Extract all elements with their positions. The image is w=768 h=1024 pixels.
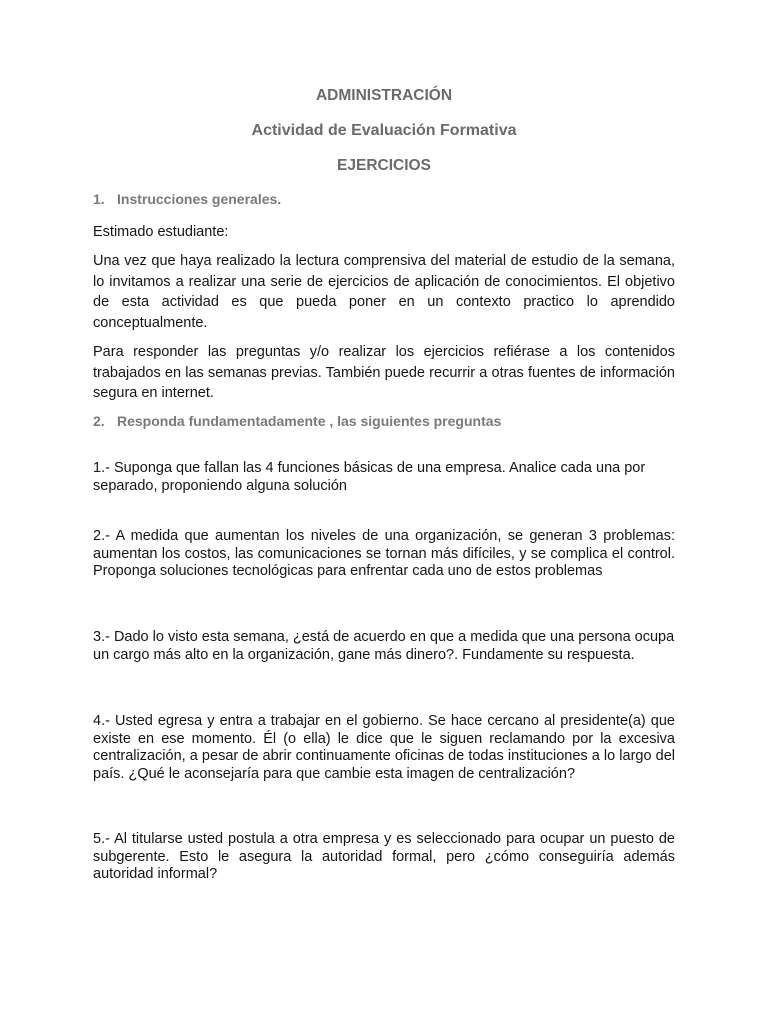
question-item: 4.- Usted egresa y entra a trabajar en el gobierno. Se hace cercano al presidente(a) que existe en ese momento. Él (o ella) le dice que le siguen reclamando por la excesiva centralización, a pesar de abrir continuamente oficinas de todas instituciones a lo largo del país. ¿Qué le aconsejaría para que cambie esta imagen de centralización? [93,713,675,782]
instructions-paragraph: Para responder las preguntas y/o realizar los ejercicios refiérase a los contenidos trabajados en las semanas previas. También puede recurrir a otras fuentes de información segura en internet. [93,344,675,401]
question-item: 2.- A medida que aumentan los niveles de una organización, se generan 3 problemas: aumentan los costos, las comunicaciones se tornan más difíciles, y se complica el control. Proponga soluciones tecnológicas para enfrentar cada uno de estos problemas [93,528,675,579]
section-title: Responda fundamentadamente , las siguientes preguntas [117,413,502,429]
section-heading-instructions [93,191,683,207]
activity-title: Actividad de Evaluación Formativa [251,122,517,139]
section-number: 1. [93,191,105,207]
subject-title: ADMINISTRACIÓN [315,87,453,104]
question-item: 5.- Al titularse usted postula a otra empresa y es seleccionado para ocupar un puesto de subgerente. Esto le asegura la autoridad formal, pero ¿cómo conseguiría además autoridad informal? [93,831,675,882]
question-item: 1.- Suponga que fallan las 4 funciones básicas de una empresa. Analice cada una por separado, proponiendo alguna solución [93,460,646,494]
section-number: 2. [93,413,105,429]
section-title: Instrucciones generales. [117,191,282,207]
greeting: Estimado estudiante: [93,224,229,240]
section-heading-questions [93,413,683,429]
instructions-paragraph: Una vez que haya realizado la lectura comprensiva del material de estudio de la semana, lo invitamos a realizar una serie de ejercicios de aplicación de conocimientos. El objetivo de esta actividad es que pueda poner en un contexto practico lo aprendido conceptualmente. [93,253,675,331]
question-item: 3.- Dado lo visto esta semana, ¿está de acuerdo en que a medida que una persona ocupa un cargo más alto en la organización, gane más dinero?. Fundamente su respuesta. [93,629,675,663]
exercises-title: EJERCICIOS [337,157,431,174]
